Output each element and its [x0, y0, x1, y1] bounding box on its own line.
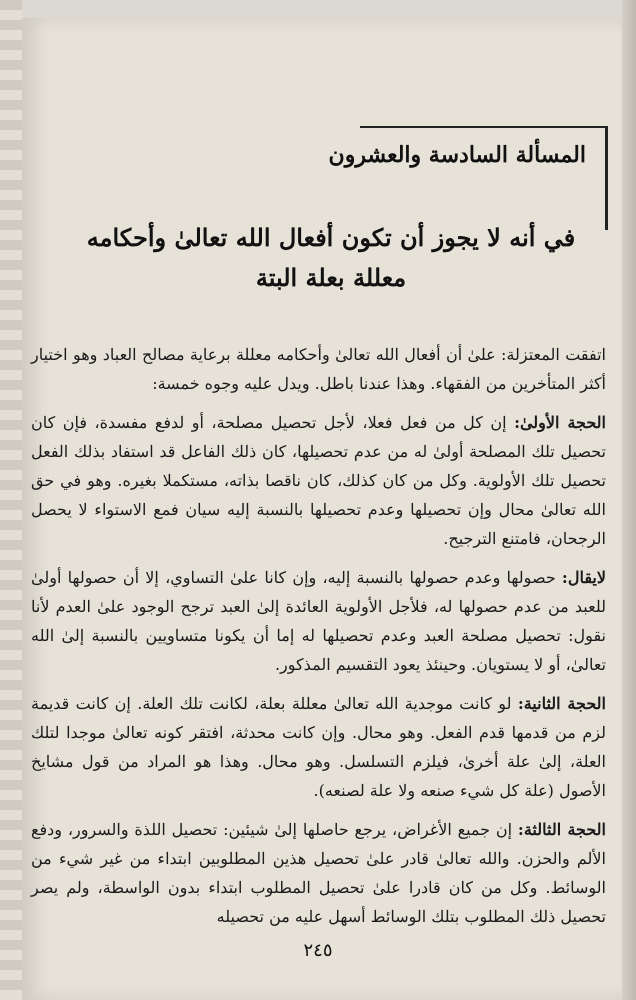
paragraph-lead: الحجة الأولىٰ:: [514, 413, 606, 432]
paragraph-lead: لايقال:: [561, 568, 606, 587]
body-text: [31, 340, 606, 941]
stacked-page-edges: [0, 0, 22, 1000]
paragraph-text: لو كانت موجدية الله تعالىٰ معللة بعلة، لكانت تلك العلة. إن كانت قديمة لزم من قدمها قدم الفعل. وهو محال. وإن كانت محدثة، افتقر كونه تعالىٰ موجدا لتلك العلة، إلىٰ علة أخرىٰ، فيلزم التسلسل. وهو محال. وهذا هو المراد من قول مشايخ الأصول (علة كل شيء صنعه ولا علة لصنعه).: [31, 694, 606, 800]
page-number: ٢٤٥: [303, 940, 333, 961]
paragraph-text: إن جميع الأغراض، يرجع حاصلها إلىٰ شيئين: تحصيل اللذة والسرور، ودفع الألم والحزن. والله تعالىٰ قادر علىٰ تحصيل هذين المطلوبين ابتداء من غير شيء من الوسائط. وكل من كان قادرا علىٰ تحصيل المطلوب ابتداء بدون الواسطة، ولم يصر تحصيل ذلك المطلوب بتلك الوسائط أسهل عليه من تحصيله: [31, 820, 606, 926]
paragraph-lead: الحجة الثالثة:: [517, 820, 606, 839]
paragraph-objection: [31, 563, 606, 679]
paragraph-intro: [31, 340, 606, 398]
paragraph-lead: الحجة الثانية:: [517, 694, 606, 713]
paragraph-argument-2: [31, 689, 606, 805]
paragraph-text: اتفقت المعتزلة: علىٰ أن أفعال الله تعالىٰ وأحكامه معللة برعاية مصالح العباد وهو اختيار أكثر المتأخرين من الفقهاء. وهذا عندنا باطل. ويدل عليه وجوه خمسة:: [31, 345, 606, 393]
chapter-heading: المسألة السادسة والعشرون: [328, 142, 586, 168]
paragraph-argument-3: [31, 815, 606, 931]
page-spine-edge: [622, 0, 636, 1000]
paragraph-text: حصولها وعدم حصولها بالنسبة إليه، وإن كانا علىٰ التساوي، إلا أن حصولها أولىٰ للعبد من عدم حصولها له، فلأجل الأولوية العائدة إلىٰ العبد ترجح الوجود علىٰ العدم لأنا نقول: تحصيل مصلحة العبد وعدم تحصيلها له إما أن يكونا متساويين بالنسبة إلىٰ الله تعالىٰ، أو لا يستويان. وحينئذ يعود التقسيم المذكور.: [31, 568, 606, 674]
paragraph-argument-1: [31, 408, 606, 553]
chapter-title: في أنه لا يجوز أن تكون أفعال الله تعالىٰ وأحكامه معللة بعلة البتة: [86, 223, 576, 292]
paragraph-text: إن كل من فعل فعلا، لأجل تحصيل مصلحة، أو لدفع مفسدة، فإن كان تحصيل تلك المصلحة أولىٰ له من عدم تحصيلها، كان ذلك الفاعل قد استفاد بذلك الفعل تحصيل تلك الأولوية. وكل من كان كذلك، كان ناقصا بذاته، مستكملا بغيره. وهو في حق الله تعالىٰ محال وإن تحصيلها وعدم تحصيلها بالنسبة إليه سيان فمع الاستواء لا يحصل الرجحان، فامتنع الترجيح.: [31, 413, 606, 548]
